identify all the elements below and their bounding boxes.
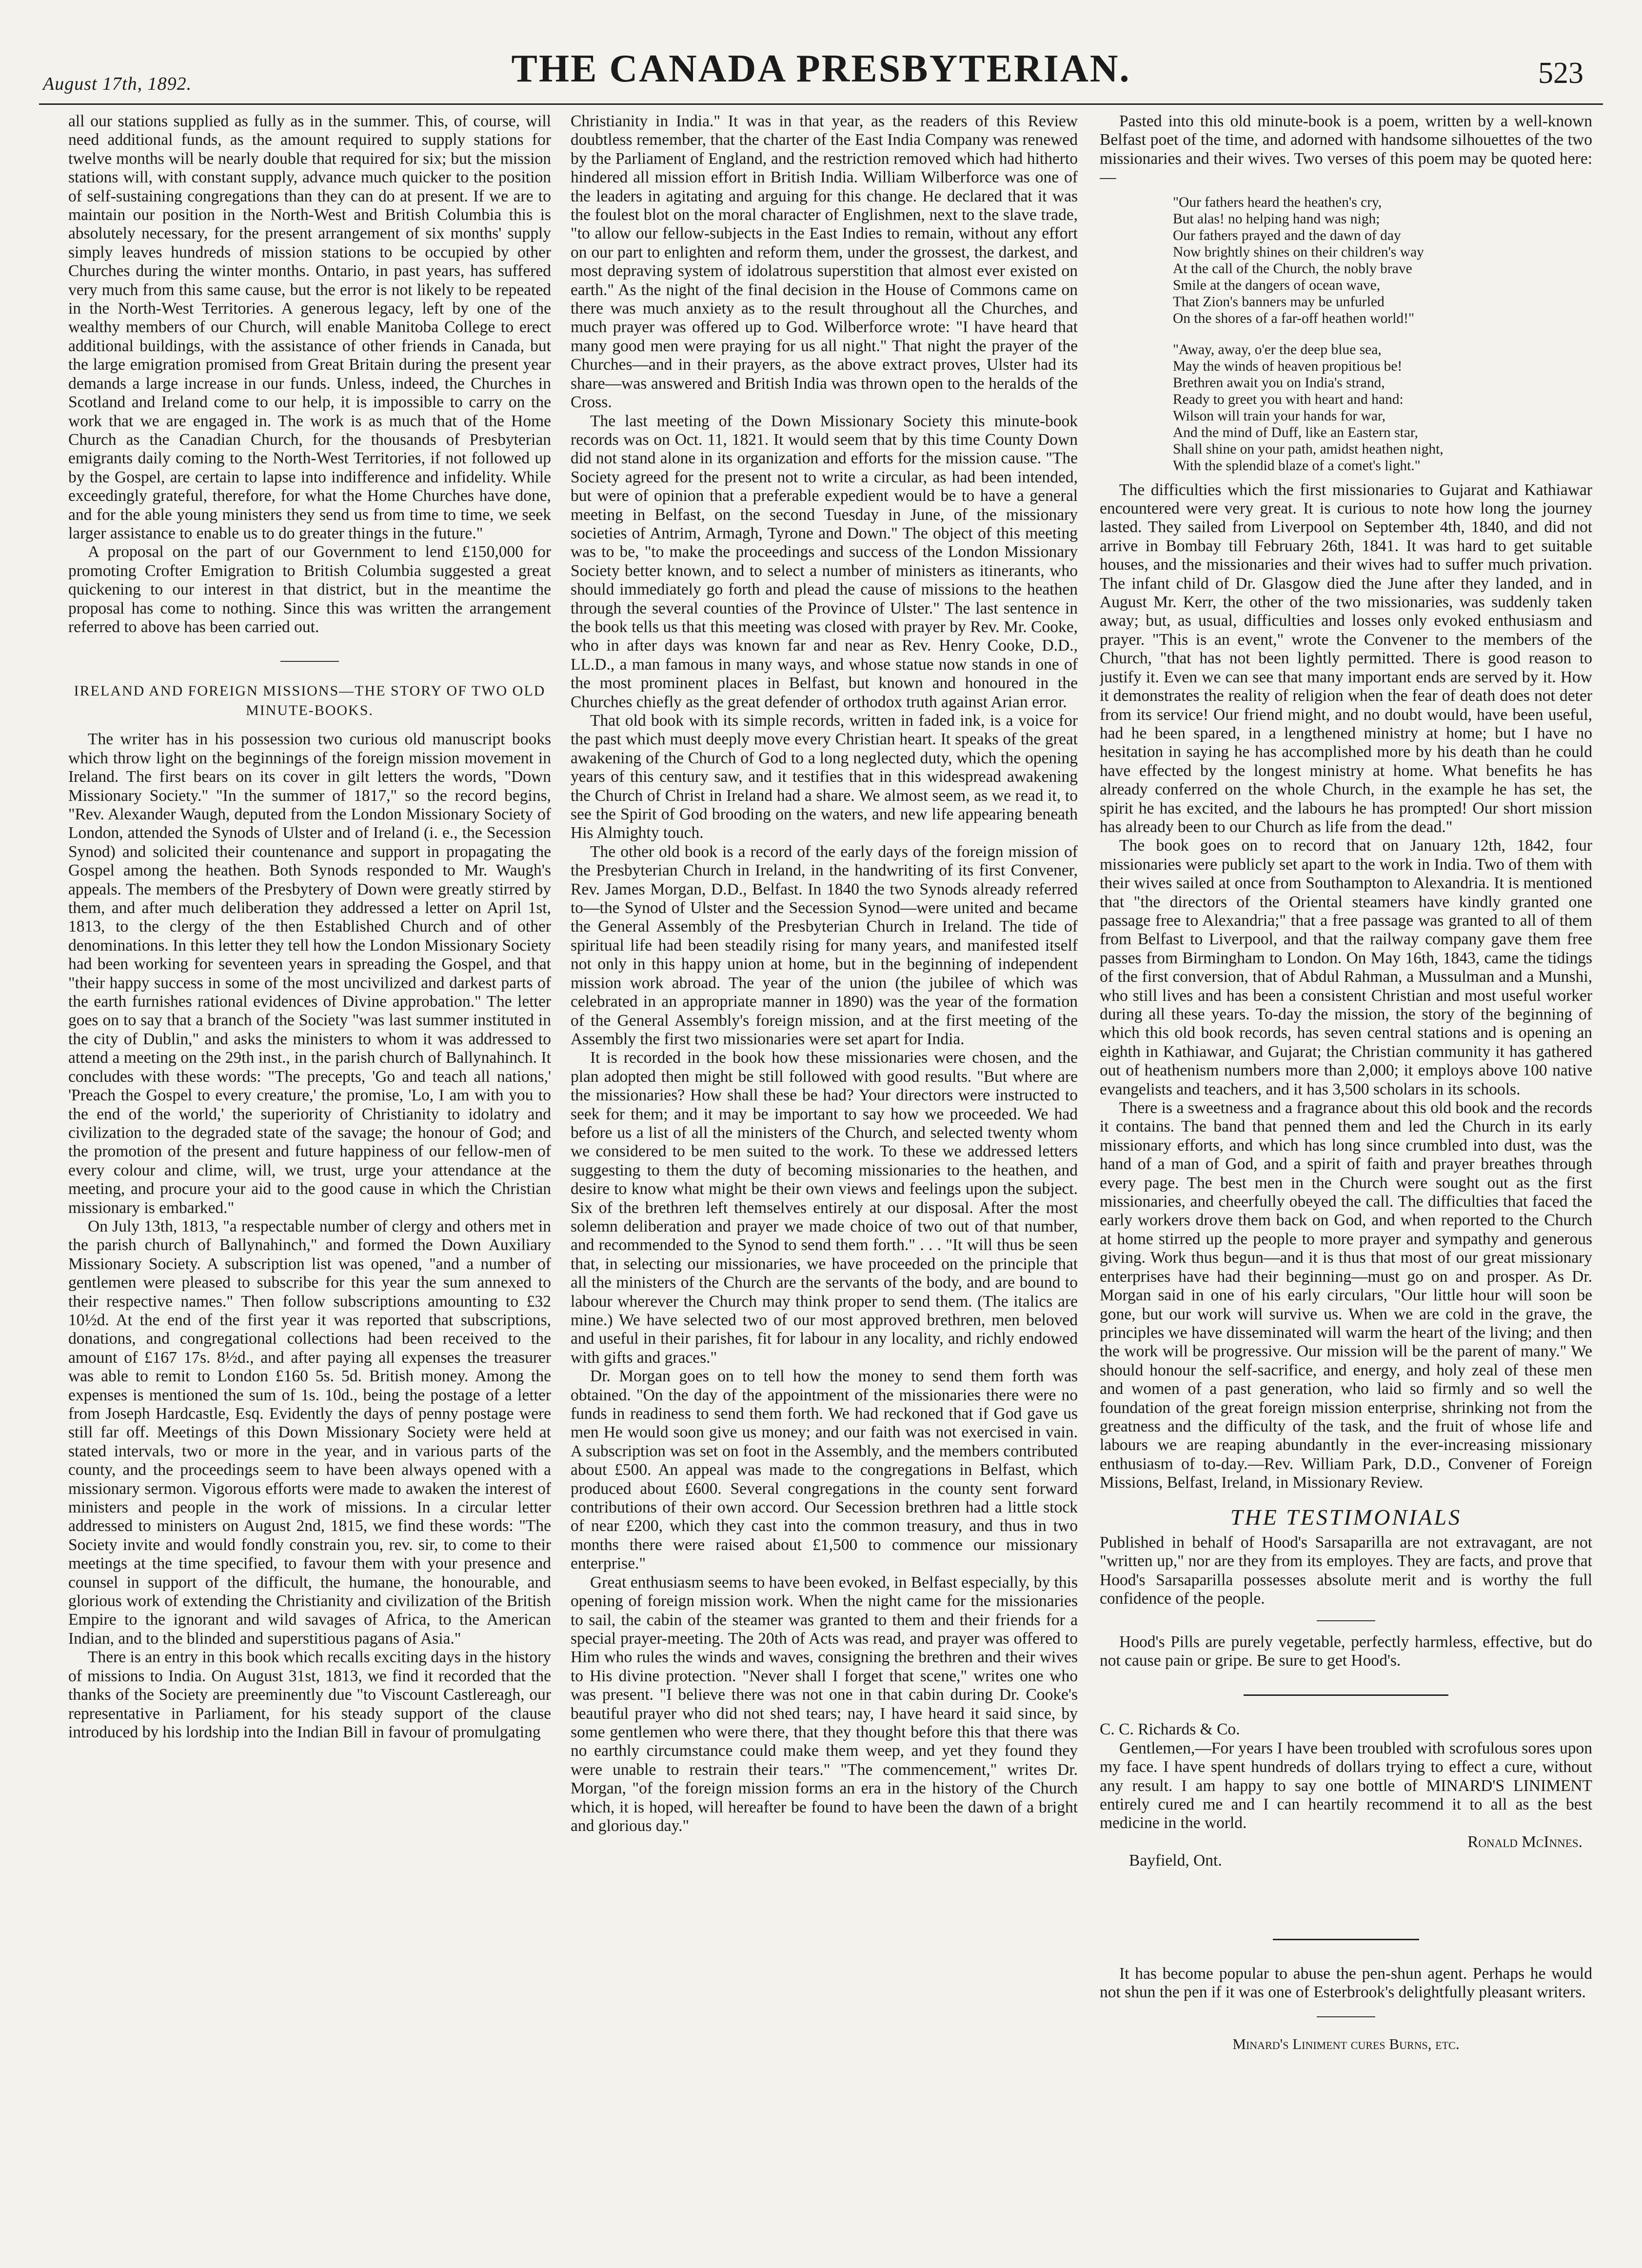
letter-addressee: C. C. Richards & Co. bbox=[1100, 1720, 1240, 1739]
poem-line: Now brightly shines on their children's way bbox=[1173, 244, 1424, 260]
paragraph: That old book with its simple records, written in faded ink, is a voice for the past which must deeply move every Christian heart. It speaks of the great awakening of the Church of God to a long neglected duty, which the opening years of this century saw, and it testifies that in this widespread awakening the Church of Christ in Ireland had a share. We almost seem, as we read it, to see the Spirit of God brooding on the waters, and new life appearing beneath His Almighty touch. bbox=[571, 712, 1078, 842]
divider bbox=[1317, 1620, 1375, 1621]
divider bbox=[1317, 2016, 1375, 2017]
poem-line: Wilson will train your hands for war, bbox=[1173, 408, 1385, 424]
poem-line: Shall shine on your path, amidst heathen night, bbox=[1173, 441, 1444, 457]
ad-rule bbox=[1244, 1694, 1448, 1696]
letter-body: Gentlemen,—For years I have been troubled with scrofulous sores upon my face. I have spent hundreds of dollars trying to effect a cure, without any result. I am happy to say one bottle of MINARD'S LINIMENT entirely cured me and I can heartily recommend it to all as the best medicine in the world. bbox=[1100, 1739, 1592, 1832]
masthead-title: THE CANADA PRESBYTERIAN. bbox=[511, 47, 1131, 90]
paragraph: The other old book is a record of the early days of the foreign mission of the Presbyterian Church in Ireland, in the handwriting of its first Convener, Rev. James Morgan, D.D., Belfast. In 1840 the two Synods already referred to—the Synod of Ulster and the Secession Synod—were united and became the General Assembly of the Presbyterian Church in Ireland. The tide of spiritual life had been steadily rising for many years, and manifested itself not only in this happy union at home, but in the beginning of independent mission work abroad. The year of the union (the jubilee of which was celebrated in an appropriate manner in 1890) was the year of the formation of the General Assembly's foreign mission, and at the first meeting of the Assembly the first two missionaries were set apart for India. bbox=[571, 842, 1078, 1048]
paragraph: It is recorded in the book how these missionaries were chosen, and the plan adopted then might be still followed with good results. "But where are the missionaries? How shall these be had? Your directors were instructed to seek for them; and it may be important to say how we proceeded. We had before us a list of all the ministers of the Church, and selected twenty whom we considered to be men suited to the work. To these we addressed letters suggesting to them the duty of becoming missionaries to the heathen, and desire to know what might be their own views and feelings upon the subject. Six of the brethren left themselves entirely at our disposal. After the most solemn deliberation and prayer we made choice of two out of that number, and recommended to the Synod to send them forth." . . . "It will thus be seen that, in selecting our missionaries, we have proceeded on the principle that all the ministers of the Church are the servants of the body, and are bound to labour wherever the Church may think proper to send them. (The italics are mine.) We have selected two of our most approved brethren, men beloved and useful in their parishes, fit for labour in any locality, and richly endowed with gifts and graces." bbox=[571, 1049, 1078, 1367]
paragraph: all our stations supplied as fully as in the summer. This, of course, will need additional funds, as the amount required to supply stations for twelve months will be nearly double that required for six; but the mission stations will, with constant supply, advance much quicker to the position of self-sustaining congregations than they can do at present. If we are to maintain our position in the North-West and British Columbia this is absolutely necessary, for the present arrangement of six months' supply simply leaves hundreds of mission stations to be occupied by other Churches during the winter months. Ontario, in past years, has suffered very much from this same cause, but the error is not likely to be repeated in the North-West Territories. A generous legacy, left by one of the wealthy members of our Church, will enable Manitoba College to erect additional buildings, with the assistance of other friends in Canada, but the large emigration promised from Great Britain during the present year demands a large increase in our funds. Unless, indeed, the Churches in Scotland and Ireland come to our help, it is impossible to carry on the work that we are engaged in. The work is as much that of the Home Church as the Canadian Church, for the thousands of Presbyterian emigrants daily coming to the North-West Territories, if not followed up by the Gospel, are certain to lapse into indifference and infidelity. While exceedingly grateful, therefore, for what the Home Churches have done, and for the able young ministers they send us from time to time, we seek larger assistance to enable us to do greater things in the future." bbox=[68, 112, 551, 542]
paragraph: The difficulties which the first missionaries to Gujarat and Kathiawar encountered were very great. It is curious to note how long the journey lasted. They sailed from Liverpool on September 4th, 1840, and did not arrive in Bombay till February 26th, 1841. It was hard to get suitable houses, and the missionaries and their wives had to suffer much privation. The infant child of Dr. Glasgow died the June after they landed, and in August Mr. Kerr, the other of the two missionaries, was suddenly taken away; but, as usual, difficulties and losses only evoked enthusiasm and prayer. "This is an event," wrote the Convener to the members of the Church, "that has not been lightly permitted. There is good reason to justify it. Even we can see that many important ends are served by it. How it demonstrates the reality of religion when the fear of death does not deter from its service! Our friend might, and no doubt would, have been useful, had he been spared, in a lengthened ministry at home; but I have no hesitation in saying he has accomplished more by his death than he could have effected by the longest ministry at home. What benefits he has already conferred on the whole Church, in the example he has set, the spirit he has excited, and the labours he has prompted! Our short mission has already been to our Church as life from the dead." bbox=[1100, 480, 1592, 836]
paragraph: On July 13th, 1813, "a respectable number of clergy and others met in the parish church of Ballynahinch," and formed the Down Auxiliary Missionary Society. A subscription list was opened, "and a number of gentlemen were pleased to subscribe for this year the sum annexed to their respective names." Then follow subscriptions amounting to £32 10½d. At the end of the first year it was reported that subscriptions, donations, and congregational collections had been received to the amount of £167 17s. 8½d., and after paying all expenses the treasurer was able to remit to London £160 5s. 5d. British money. Among the expenses is mentioned the sum of 1s. 10d., being the postage of a letter from Joseph Hardcastle, Esq. Evidently the days of penny postage were still far off. Meetings of this Down Missionary Society were held at stated intervals, two or more in the year, and in various parts of the county, and the proceedings seem to have been always opened with a missionary sermon. Vigorous efforts were made to awaken the interest of ministers and people in the work of missions. In a circular letter addressed to ministers on August 2nd, 1815, we find these words: "The Society invite and would fondly constrain you, rev. sir, to come to their meetings at the time specified, to favour them with your presence and counsel in support of the difficult, the humane, the honourable, and glorious work of extending the Christianity and civilization of the British Empire to the ignorant and wild savages of Africa, to the American Indian, and to the blinded and superstitious pagans of Asia." bbox=[68, 1217, 551, 1648]
poem-line: "Our fathers heard the heathen's cry, bbox=[1173, 194, 1382, 210]
poem-line: That Zion's banners may be unfurled bbox=[1173, 294, 1385, 310]
letter-place: Bayfield, Ont. bbox=[1129, 1851, 1222, 1870]
divider bbox=[280, 661, 339, 662]
paragraph: Great enthusiasm seems to have been evoked, in Belfast especially, by this opening of foreign mission work. When the night came for the missionaries to sail, the cabin of the steamer was granted to them and their friends for a special prayer-meeting. The 20th of Acts was read, and prayer was offered to Him who rules the winds and waves, consigning the brethren and their wives to His divine protection. "Never shall I forget that scene," writes one who was present. "I believe there was not one in that cabin during Dr. Cooke's beautiful prayer who did not shed tears; nay, I have heard it said since, by some gentlemen who were there, that they thought before this that there was no earthly circumstance could make them weep, and yet they found they were unable to restrain their tears." "The commencement," writes Dr. Morgan, "of the foreign mission forms an era in the history of the Church which, it is hoped, will hereafter be found to have been the dawn of a bright and glorious day." bbox=[571, 1573, 1078, 1835]
minards-liniment-line: Minard's Liniment cures Burns, etc. bbox=[1232, 2035, 1460, 2053]
ad-rule bbox=[1273, 1939, 1419, 1940]
paragraph: There is an entry in this book which recalls exciting days in the history of missions to India. On August 31st, 1813, we find it recorded that the thanks of the Society are preeminently due "to Viscount Castlereagh, our representative in Parliament, for his steady support of the clause introduced by his lordship into the Indian Bill in favour of promulgating bbox=[68, 1648, 551, 1741]
poem-line: And the mind of Duff, like an Eastern star, bbox=[1173, 424, 1418, 440]
paragraph: The writer has in his possession two curious old manuscript books which throw light on the beginnings of the foreign mission movement in Ireland. The first bears on its cover in gilt letters the words, "Down Missionary Society." "In the summer of 1817," so the record begins, "Rev. Alexander Waugh, deputed from the London Missionary Society of London, attended the Synods of Ulster and of Ireland (i. e., the Secession Synod) and solicited their countenance and support in propagating the Gospel among the heathen. Both Synods responded to Mr. Waugh's appeals. The members of the Presbytery of Down were greatly stirred by them, and after much deliberation they addressed a letter on April 1st, 1813, to the clergy of the then Established Church and of other denominations. In this letter they tell how the London Missionary Society had been working for seventeen years in spreading the Gospel, and that "their happy success in some of the most uncivilized and darkest parts of the earth furnishes rational evidences of Divine approbation." The letter goes on to say that a branch of the Society "was last summer instituted in the city of Dublin," and asks the ministers to whom it was addressed to attend a meeting on the 29th inst., in the parish church of Ballynahinch. It concludes with these words: "The precepts, 'Go and teach all nations,' 'Preach the Gospel to every creature,' the promise, 'Lo, I am with you to the end of the world,' the superiority of Christianity to idolatry and civilization to the degraded state of the savage; the honour of God; and the promotion of the present and future happiness of our fellow-men of every colour and clime, will, we trust, urge your attendance at the meeting, and procure your aid to the good cause in which the Christian missionary is embarked." bbox=[68, 730, 551, 1217]
column-2 bbox=[571, 112, 1078, 2185]
paragraph: Dr. Morgan goes on to tell how the money to send them forth was obtained. "On the day of the appointment of the missionaries there were no funds in readiness to send them forth. We had reckoned that if God gave us men He would soon give us money; and our faith was not exercised in vain. A subscription was set on foot in the Assembly, and the members contributed about £500. An appeal was made to the congregations in Belfast, which produced about £600. Several congregations in the county sent forward contributions of their own accord. Our Secession brethren had a little stock of near £200, which they cast into the common treasury, and thus in two months there were raised about £1,500 to commence our missionary enterprise." bbox=[571, 1367, 1078, 1573]
paragraph: There is a sweetness and a fragrance about this old book and the records it contains. The band that penned them and led the Church in its early missionary efforts, and which has long since crumbled into dust, was the hand of a man of God, and a spirit of faith and prayer breathes through every page. The best men in the Church were sought out as the first missionaries, and cheerfully obeyed the call. The difficulties that faced the early workers drove them back on God, and when reported to the Church at home stirred up the people to more prayer and sympathy and generous giving. Work thus begun—and it is thus that most of our great missionary enterprises have had their beginning—must go on and prosper. As Dr. Morgan said in one of his early circulars, "Our little hour will soon be gone, but our work will survive us. When we are cold in the grave, the principles we have disseminated will warm the heart of the living; and then the work will be progressive. Our mission will be the parent of many." We should honour the self-sacrifice, and energy, and holy zeal of these men and women of a past generation, who laid so firmly and so well the foundation of the great foreign mission enterprise, shrinking not from the greatness and the difficulty of the task, and the fruit of whose life and labours we are reaping abundantly in the ever-increasing missionary enthusiasm of to-day.—Rev. William Park, D.D., Convener of Foreign Missions, Belfast, Ireland, in Missionary Review. bbox=[1100, 1099, 1592, 1492]
section-title: IRELAND AND FOREIGN MISSIONS—THE STORY OF TWO OLD MINUTE-BOOKS. bbox=[74, 683, 546, 719]
paragraph: A proposal on the part of our Government to lend £150,000 for promoting Crofter Emigration to British Columbia suggested a great quickening to our interest in that district, but in the meantime the proposal has come to nothing. Since this was written the arrangement referred to above has been carried out. bbox=[68, 543, 551, 636]
column-1 bbox=[68, 112, 551, 2185]
poem-line: With the splendid blaze of a comet's light." bbox=[1173, 458, 1421, 474]
poem-line: At the call of the Church, the nobly brave bbox=[1173, 260, 1412, 277]
poem-line: Smile at the dangers of ocean wave, bbox=[1173, 277, 1381, 293]
poem-line: But alas! no helping hand was nigh; bbox=[1173, 211, 1380, 227]
hoods-pills-ad: Hood's Pills are purely vegetable, perfectly harmless, effective, but do not cause pain or gripe. Be sure to get Hood's. bbox=[1100, 1632, 1592, 1670]
pen-shun-ad: It has become popular to abuse the pen-shun agent. Perhaps he would not shun the pen if it was one of Esterbrook's delightfully pleasant writers. bbox=[1100, 1964, 1592, 2002]
testimonials-text: Published in behalf of Hood's Sarsaparilla are not extravagant, are not "written up," nor are they from its employes. They are facts, and prove that Hood's Sarsaparilla possesses absolute merit and is worthy the full confidence of the people. bbox=[1100, 1533, 1592, 1608]
column-3 bbox=[1100, 112, 1592, 2185]
letter-signature: Ronald McInnes. bbox=[1467, 1832, 1583, 1851]
poem-line: Brethren await you on India's strand, bbox=[1173, 375, 1385, 391]
poem bbox=[1173, 194, 1592, 474]
header-rule bbox=[39, 103, 1603, 105]
stanza-gap bbox=[1173, 327, 1592, 341]
poem-line: On the shores of a far-off heathen world!" bbox=[1173, 310, 1415, 326]
poem-line: Ready to greet you with heart and hand: bbox=[1173, 391, 1404, 407]
poem-line: Our fathers prayed and the dawn of day bbox=[1173, 227, 1401, 243]
paragraph: The last meeting of the Down Missionary Society this minute-book records was on Oct. 11, 1821. It would seem that by this time County Down did not stand alone in its organization and efforts for the mission cause. "The Society agreed for the present not to write a circular, as had been intended, but were of opinion that a preferable expedient would be to have a general meeting in Belfast, on the second Tuesday in June, of the missionary societies of Antrim, Armagh, Tyrone and Down." The object of this meeting was to be, "to make the proceedings and success of the London Missionary Society better known, and to select a number of ministers as itinerants, who should immediately go forth and plead the cause of missions to the heathen through the several counties of the Province of Ulster." The last sentence in the book tells us that this meeting was closed with prayer by Rev. Mr. Cooke, who in after days was known far and near as Rev. Henry Cooke, D.D., LL.D., a man famous in many ways, and whose statue now stands in one of the most prominent places in Belfast, but known and honoured in the Churches chiefly as the great defender of orthodox truth against Arian error. bbox=[571, 412, 1078, 711]
testimonials-title: THE TESTIMONIALS bbox=[1230, 1504, 1462, 1530]
page-number: 523 bbox=[1538, 57, 1583, 90]
paragraph: Christianity in India." It was in that year, as the readers of this Review doubtless remember, that the charter of the East India Company was renewed by the Parliament of England, and the restriction removed which had hitherto hindered all mission effort in British India. William Wilberforce was one of the leaders in agitating and arguing for this change. He declared that it was the foulest blot on the moral character of Englishmen, next to the slave trade, "to allow our fellow-subjects in the East Indies to remain, without any effort on our part to enlighten and reform them, under the grossest, the darkest, and most depraving system of idolatrous superstition that almost ever existed on earth." As the night of the final decision in the House of Commons came on there was much anxiety as to the result throughout all the Churches, and much prayer was offered up to God. Wilberforce wrote: "I have heard that many good men were praying for us all night." That night the prayer of the Churches—and in their prayers, as the above extract proves, Ulster had its share—was answered and British India was thrown open to the heralds of the Cross. bbox=[571, 112, 1078, 412]
poem-line: May the winds of heaven propitious be! bbox=[1173, 358, 1403, 374]
issue-date: August 17th, 1892. bbox=[43, 74, 192, 94]
poem-line: "Away, away, o'er the deep blue sea, bbox=[1173, 341, 1382, 358]
paragraph: The book goes on to record that on January 12th, 1842, four missionaries were publicly set apart to the work in India. Two of them with their wives sailed at once from Southampton to Alexandria. It is mentioned that "the directors of the Oriental steamers have kindly granted one passage free to Alexandria;" that a free passage was granted to all of them from Belfast to Liverpool, and that the railway company gave them free passes from Birmingham to London. On May 16th, 1843, came the tidings of the first conversion, that of Abdul Rahman, a Mussulman and a Munshi, who still lives and has been a consistent Christian and most useful worker during all these years. To-day the mission, the story of the beginning of which this old book records, has seven central stations and is opening an eighth in Kathiawar, and Gujarat; the Christian community it has gathered out of heathenism numbers more than 2,000; it employs above 100 native evangelists and teachers, and it has 3,500 scholars in its schools. bbox=[1100, 836, 1592, 1098]
paragraph: Pasted into this old minute-book is a poem, written by a well-known Belfast poet of the time, and adorned with handsome silhouettes of the two missionaries and their wives. Two verses of this poem may be quoted here:— bbox=[1100, 112, 1592, 187]
